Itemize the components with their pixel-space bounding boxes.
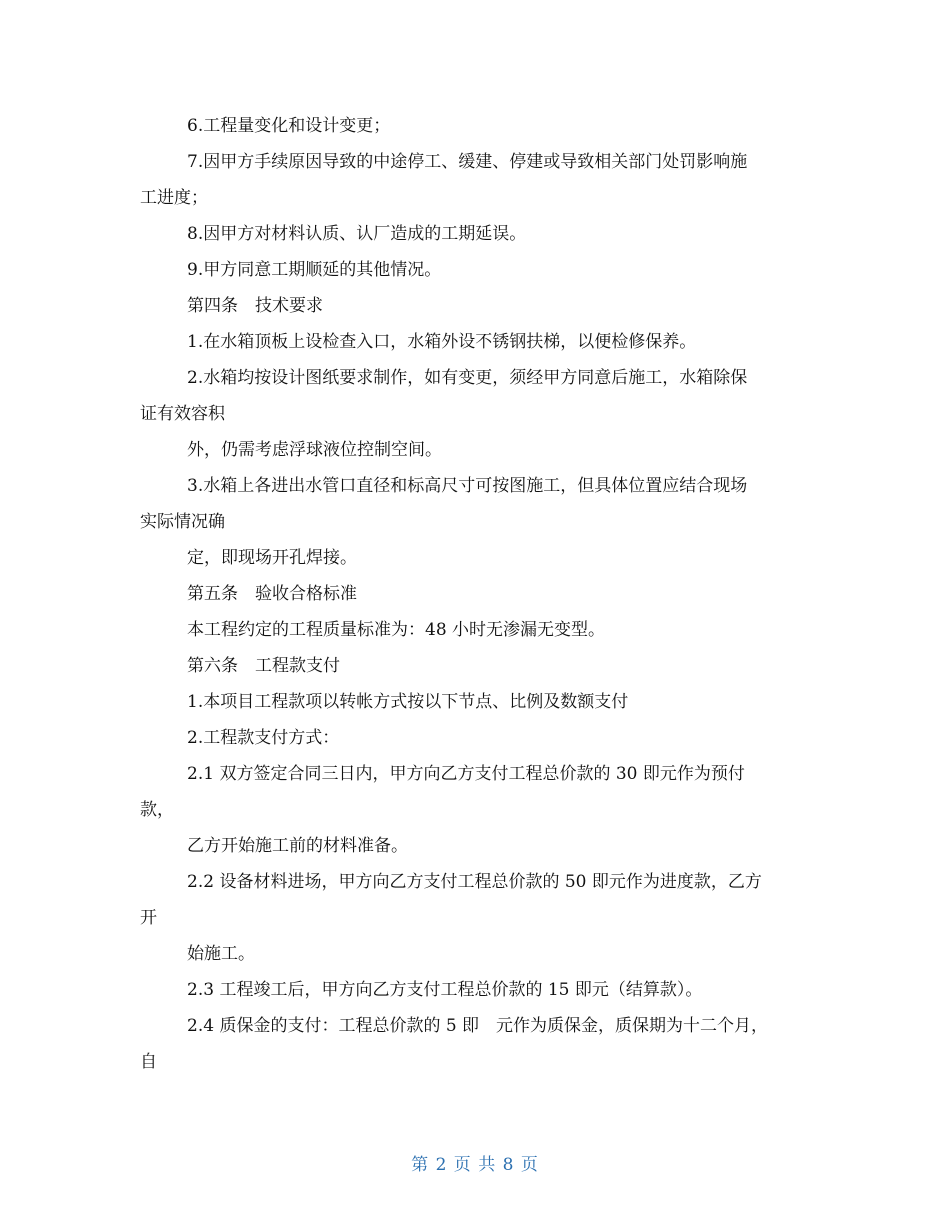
text-line: 2.1 双方签定合同三日内，甲方向乙方支付工程总价款的 30 即元作为预付 (187, 764, 745, 784)
text-line: 自 (140, 1052, 157, 1072)
page-number-footer: 第 2 页 共 8 页 (411, 1155, 539, 1175)
text-line: 3.水箱上各进出水管口直径和标高尺寸可按图施工，但具体位置应结合现场 (187, 476, 748, 496)
text-line: 9.甲方同意工期顺延的其他情况。 (187, 260, 442, 280)
text-line: 开 (140, 908, 157, 928)
text-line: 定，即现场开孔焊接。 (187, 548, 357, 568)
text-line: 始施工。 (187, 944, 255, 964)
text-line: 2.工程款支付方式： (187, 728, 340, 748)
text-line: 2.4 质保金的支付：工程总价款的 5 即 元作为质保金，质保期为十二个月， (187, 1016, 769, 1036)
text-line: 证有效容积 (140, 404, 225, 424)
text-line: 本工程约定的工程质量标准为：48 小时无渗漏无变型。 (187, 620, 606, 640)
text-line: 2.水箱均按设计图纸要求制作，如有变更，须经甲方同意后施工，水箱除保 (187, 368, 748, 388)
section-heading: 第四条 技术要求 (187, 296, 323, 316)
text-line: 实际情况确 (140, 512, 225, 532)
text-line: 2.3 工程竣工后，甲方向乙方支付工程总价款的 15 即元（结算款）。 (187, 980, 703, 1000)
text-line: 6.工程量变化和设计变更； (187, 116, 391, 136)
text-line: 款， (140, 800, 174, 820)
text-line: 外，仍需考虑浮球液位控制空间。 (187, 440, 442, 460)
section-heading: 第五条 验收合格标准 (187, 584, 357, 604)
text-line: 1.在水箱顶板上设检查入口，水箱外设不锈钢扶梯，以便检修保养。 (187, 332, 697, 352)
text-line: 2.2 设备材料进场，甲方向乙方支付工程总价款的 50 即元作为进度款，乙方 (187, 872, 762, 892)
text-line: 工进度； (140, 188, 208, 208)
text-line: 8.因甲方对材料认质、认厂造成的工期延误。 (187, 224, 527, 244)
section-heading: 第六条 工程款支付 (187, 656, 340, 676)
text-line: 7.因甲方手续原因导致的中途停工、缓建、停建或导致相关部门处罚影响施 (187, 152, 748, 172)
text-line: 乙方开始施工前的材料准备。 (187, 836, 408, 856)
document-body (140, 108, 810, 1080)
text-line: 1.本项目工程款项以转帐方式按以下节点、比例及数额支付 (187, 692, 629, 712)
